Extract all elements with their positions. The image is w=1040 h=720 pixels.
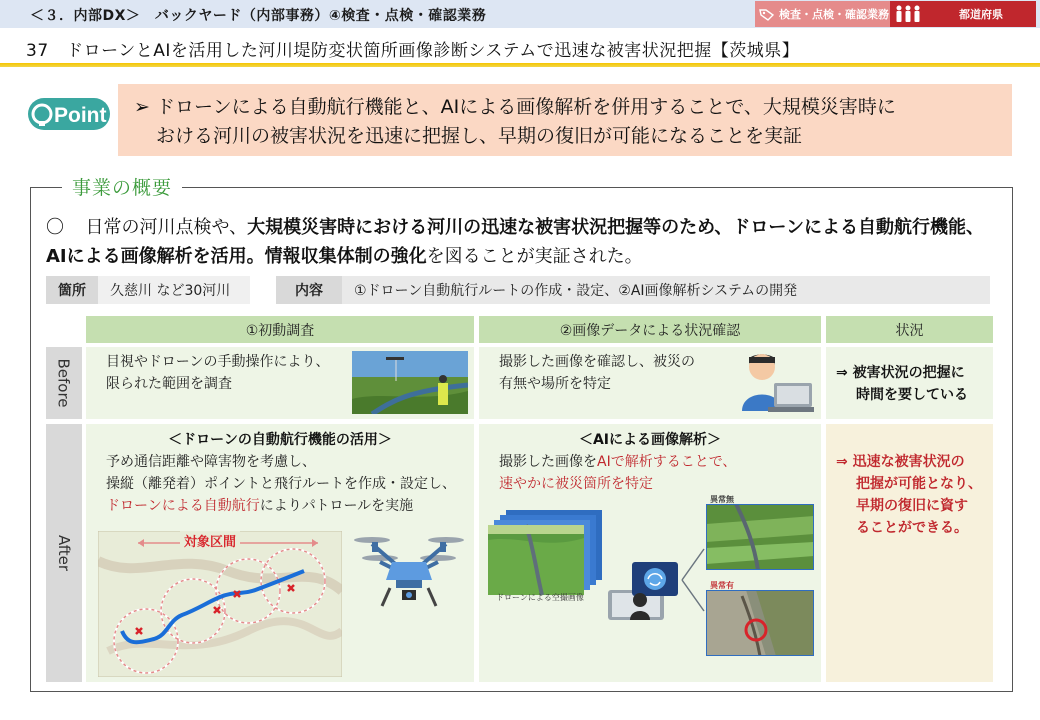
location-label: 箇所 bbox=[46, 276, 98, 304]
content-value: ①ドローン自動航行ルートの作成・設定、②AI画像解析システムの開発 bbox=[342, 276, 990, 304]
after-drone-text: 予め通信距離や障害物を考慮し、 操縦（離発着）ポイントと飛行ルートを作成・設定し、 ドローンによる自動航行によりパトロールを実施 bbox=[106, 454, 456, 514]
ai-brain-monitor-icon bbox=[606, 560, 682, 622]
after-drone-heading: ＜ドローンの自動航行機能の活用＞ bbox=[168, 432, 392, 448]
tag-icon bbox=[759, 7, 775, 21]
location-row bbox=[46, 276, 250, 304]
normal-result-photo bbox=[706, 504, 814, 570]
prefecture-tag: 都道府県 bbox=[926, 1, 1036, 27]
normal-label: 異常無 bbox=[710, 495, 734, 504]
after-ai-text: 撮影した画像をAIで解析することで、 速やかに被災箇所を特定 bbox=[499, 454, 737, 492]
point-logo-text: Point bbox=[54, 104, 107, 127]
map-section-label: 対象区間 bbox=[180, 531, 240, 550]
summary-text-c: を図ることが実証された。 bbox=[426, 246, 643, 267]
before-status-text: ⇒ 被害状況の把握に 時間を要している bbox=[836, 365, 968, 403]
point-logo bbox=[26, 94, 112, 134]
after-ai-heading: ＜AIによる画像解析＞ bbox=[578, 432, 722, 448]
location-value: 久慈川 など30河川 bbox=[98, 276, 250, 304]
people-icon bbox=[890, 1, 926, 27]
aerial-photo-stack bbox=[486, 510, 606, 602]
category-tag-label: 検査・点検・確認業務 bbox=[779, 8, 889, 21]
drone-illustration bbox=[350, 532, 468, 612]
field-photo-image bbox=[352, 351, 468, 414]
row-label-after: After bbox=[46, 424, 82, 682]
row-label-before: Before bbox=[46, 347, 82, 419]
point-summary bbox=[118, 84, 1012, 156]
column-header-status: 状況 bbox=[826, 316, 993, 343]
drone-photo-label: ドローンによる空撮画像 bbox=[496, 593, 584, 602]
overview-title: 事業の概要 bbox=[62, 173, 182, 200]
title-divider bbox=[0, 63, 1040, 67]
flight-route-map bbox=[98, 531, 342, 677]
worker-at-computer-illustration bbox=[738, 349, 814, 415]
overview-summary bbox=[46, 213, 996, 271]
point-line-2: おける河川の被害状況を迅速に把握し、早期の復旧が可能になることを実証 bbox=[156, 125, 803, 147]
summary-text-bold: 大規模災害時における河川の迅速な被害状況把握等のため、ドローンによる自動航行機能、AIによる画像解析を活用。情報収集体制の強化 bbox=[46, 217, 985, 267]
column-header-initial-survey: ①初動調査 bbox=[86, 316, 474, 343]
content-row bbox=[276, 276, 990, 304]
abnormal-result-photo bbox=[706, 590, 814, 656]
category-tag-inspection bbox=[755, 1, 890, 27]
content-label: 内容 bbox=[276, 276, 342, 304]
breadcrumb: ＜３．内部DX＞ バックヤード（内部事務）④検査・点検・確認業務 bbox=[30, 8, 487, 24]
summary-text-a: 日常の河川点検や、 bbox=[85, 217, 248, 238]
summary-bullet: 〇 bbox=[46, 217, 64, 238]
abnormal-label: 異常有 bbox=[710, 581, 734, 590]
branch-arrow-icon bbox=[680, 545, 708, 615]
page-title: 37 ドローンとAIを活用した河川堤防変状箇所画像診断システムで迅速な被害状況把握【茨城県】 bbox=[26, 41, 800, 61]
point-line-1: ドローンによる自動航行機能と、AIによる画像解析を併用することで、大規模災害時に bbox=[156, 96, 896, 118]
before-image-text: 撮影した画像を確認し、被災の 有無や場所を特定 bbox=[499, 354, 695, 392]
before-survey-text: 目視やドローンの手動操作により、 限られた範囲を調査 bbox=[106, 354, 330, 392]
arrow-bullet-icon: ➢ bbox=[134, 96, 150, 118]
column-header-image-check: ②画像データによる状況確認 bbox=[479, 316, 821, 343]
after-status-text: ⇒ 迅速な被害状況の 把握が可能となり、 早期の復旧に資す ることができる。 bbox=[836, 454, 982, 536]
